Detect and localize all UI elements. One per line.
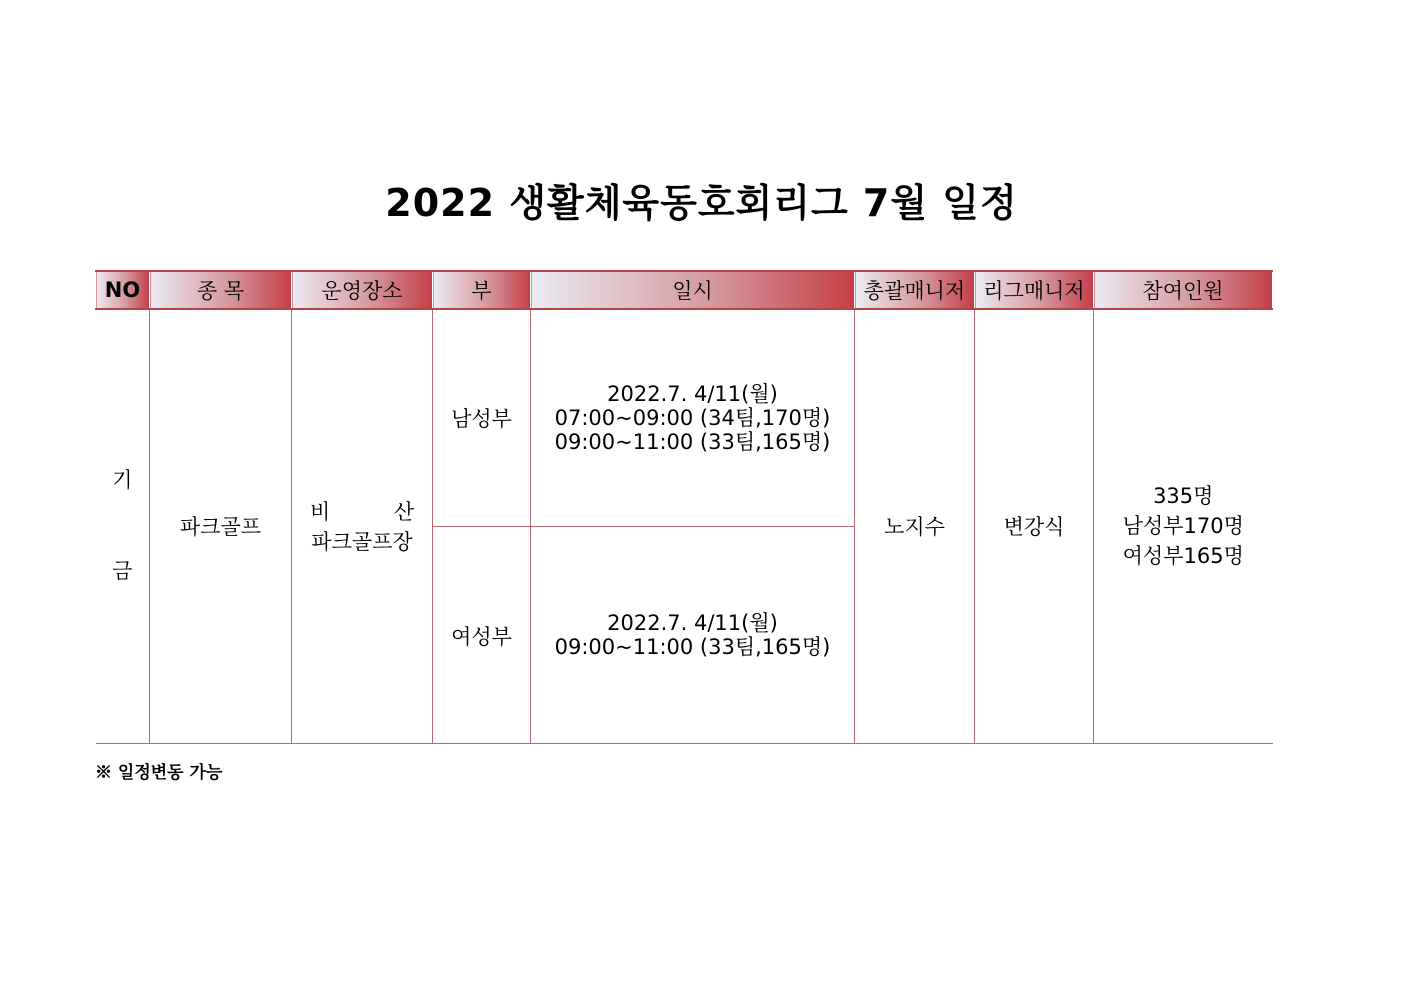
- header-league-manager: 리그매니저: [975, 271, 1094, 309]
- schedule-change-note: ※ 일정변동 가능: [95, 763, 223, 783]
- participants-cell: [1094, 309, 1273, 743]
- division-men: 남성부: [433, 309, 531, 526]
- no-cell-bottom: 금: [112, 559, 133, 584]
- participants-men: 남성부170명: [1122, 514, 1244, 539]
- header-general-manager: 총괄매니저: [855, 271, 975, 309]
- participants-women: 여성부165명: [1122, 544, 1244, 569]
- sport-cell: 파크골프: [150, 309, 292, 743]
- venue-line1-left: 비: [310, 500, 331, 525]
- datetime-men-date: 2022.7. 4/11(월): [607, 382, 778, 406]
- header-venue: 운영장소: [292, 271, 433, 309]
- venue-line1-right: 산: [393, 500, 414, 525]
- header-participants: 참여인원: [1094, 271, 1273, 309]
- header-division: 부: [433, 271, 531, 309]
- page-title: 2022 생활체육동호회리그 7월 일정: [385, 181, 1018, 225]
- league-manager-cell: 변강식: [975, 309, 1094, 743]
- datetime-men-slot2: 09:00~11:00 (33팀,165명): [554, 430, 831, 454]
- datetime-women-slot1: 09:00~11:00 (33팀,165명): [554, 634, 831, 659]
- schedule-table: [95, 270, 1273, 744]
- no-cell: [96, 309, 150, 743]
- venue-line1: [292, 496, 432, 526]
- venue-cell: [292, 309, 433, 743]
- no-cell-top: 기: [112, 468, 133, 493]
- header-datetime: 일시: [531, 271, 855, 309]
- venue-line2: 파크골프장: [311, 530, 413, 555]
- header-row: [96, 271, 1273, 309]
- datetime-women-date: 2022.7. 4/11(월): [607, 610, 778, 635]
- header-no: NO: [96, 271, 150, 309]
- table-row: [96, 309, 1273, 526]
- division-women: 여성부: [433, 526, 531, 743]
- general-manager-cell: 노지수: [855, 309, 975, 743]
- datetime-men-slot1: 07:00~09:00 (34팀,170명): [554, 406, 831, 430]
- datetime-women: [531, 526, 855, 743]
- datetime-men: [531, 309, 855, 526]
- participants-total: 335명: [1153, 484, 1214, 509]
- header-sport: 종 목: [150, 271, 292, 309]
